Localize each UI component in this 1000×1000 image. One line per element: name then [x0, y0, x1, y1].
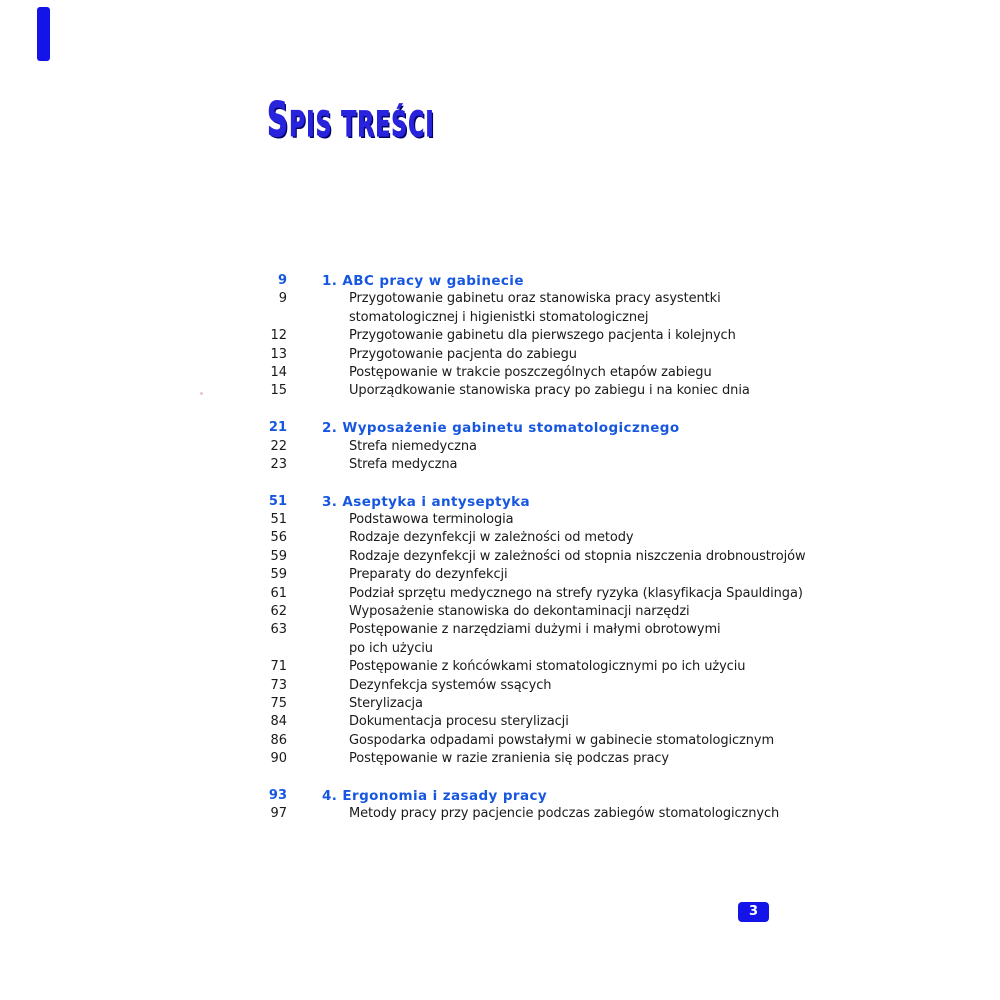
toc-entry-text: Postępowanie w razie zranienia się podczas pracy [349, 751, 669, 767]
toc-entry-row [260, 566, 806, 584]
toc-page-number: 71 [270, 659, 287, 675]
toc-entry-text: Podział sprzętu medycznego na strefy ryzyka (klasyfikacja Spauldinga) [349, 585, 803, 601]
toc-entry-text: Dezynfekcja systemów ssących [349, 677, 552, 693]
toc-entry-row [260, 456, 806, 474]
toc-entry-text: stomatologicznej i higienistki stomatologicznej [349, 309, 649, 325]
toc-entry-row [260, 732, 806, 750]
toc-chapter-title: 2. Wyposażenie gabinetu stomatologicznego [322, 420, 680, 437]
toc-entry-text: Rodzaje dezynfekcji w zależności od stopnia niszczenia drobnoustrojów [349, 548, 806, 564]
toc-section-gap [260, 474, 806, 492]
toc-page-number: 21 [268, 420, 287, 436]
toc-entry-text: Preparaty do dezynfekcji [349, 567, 508, 583]
toc-page-number: 51 [270, 512, 287, 528]
toc-page-number: 59 [270, 548, 287, 564]
toc-entry-row [260, 621, 806, 639]
toc-entry-row [260, 677, 806, 695]
toc-entry-row [260, 548, 806, 566]
toc-page-number: 97 [270, 806, 287, 822]
toc-entry-text: Rodzaje dezynfekcji w zależności od metody [349, 530, 634, 546]
toc-entry-text: Postępowanie z końcówkami stomatologicznymi po ich użyciu [349, 659, 746, 675]
toc-entry-text: Podstawowa terminologia [349, 512, 514, 528]
toc-page-number: 90 [270, 751, 287, 767]
toc-entry-text: Strefa niemedyczna [349, 438, 477, 454]
toc-entry-row [260, 309, 806, 327]
toc-page-number: 75 [270, 695, 287, 711]
toc-entry-row [260, 805, 806, 823]
toc-list [260, 272, 806, 824]
toc-entry-row [260, 640, 806, 658]
toc-entry-text: Dokumentacja procesu sterylizacji [349, 714, 569, 730]
toc-entry-row [260, 438, 806, 456]
toc-page-number: 63 [270, 622, 287, 638]
toc-entry-text: po ich użyciu [349, 640, 433, 656]
toc-entry-text: Gospodarka odpadami powstałymi w gabinecie stomatologicznym [349, 732, 775, 748]
toc-page-number: 9 [277, 273, 287, 288]
page-number-badge: 3 [738, 902, 769, 922]
toc-entry-row [260, 529, 806, 547]
toc-entry-text: Postępowanie w trakcie poszczególnych etapów zabiegu [349, 364, 712, 380]
toc-entry-text: Wyposażenie stanowiska do dekontaminacji narzędzi [349, 604, 690, 620]
toc-page-number: 23 [270, 456, 287, 472]
toc-page-number: 9 [278, 291, 287, 307]
toc-chapter-row [260, 419, 806, 437]
toc-page-number: 22 [270, 438, 287, 454]
toc-page-number: 73 [270, 677, 287, 693]
toc-page-number: 61 [270, 585, 287, 601]
toc-page-number: 14 [270, 364, 287, 380]
toc-page-number: 62 [270, 604, 287, 620]
toc-page-number: 59 [270, 567, 287, 583]
toc-page-number: 51 [268, 493, 287, 509]
toc-entry-row [260, 382, 806, 400]
toc-entry-row [260, 290, 806, 308]
toc-entry-text: Sterylizacja [349, 695, 423, 711]
page-title-rest: PIS TREŚCI [289, 105, 435, 145]
toc-entry-text: Przygotowanie pacjenta do zabiegu [349, 346, 577, 362]
toc-page-number: 15 [270, 383, 287, 399]
toc-page-number [260, 309, 287, 327]
toc-page-number: 12 [270, 328, 287, 344]
toc-entry-row [260, 713, 806, 731]
toc-chapter-row [260, 787, 806, 805]
toc-entry-text: Przygotowanie gabinetu oraz stanowiska pracy asystentki [349, 291, 721, 307]
toc-chapter-title: 4. Ergonomia i zasady pracy [322, 787, 548, 804]
toc-chapter-title: 3. Aseptyka i antyseptyka [322, 493, 531, 510]
toc-page-number: 93 [268, 787, 287, 803]
page-title-initial: S [267, 93, 290, 148]
toc-entry-text: Uporządkowanie stanowiska pracy po zabiegu i na koniec dnia [349, 383, 750, 399]
toc-entry-row [260, 364, 806, 382]
print-speck [200, 392, 203, 395]
toc-chapter-title: 1. ABC pracy w gabinecie [322, 273, 524, 289]
toc-entry-text: Przygotowanie gabinetu dla pierwszego pacjenta i kolejnych [349, 328, 736, 344]
toc-entry-text: Strefa medyczna [349, 456, 458, 472]
toc-entry-row [260, 603, 806, 621]
toc-chapter-row [260, 272, 806, 290]
toc-entry-text: Postępowanie z narzędziami dużymi i małymi obrotowymi [349, 622, 721, 638]
toc-entry-text: Metody pracy przy pacjencie podczas zabiegów stomatologicznych [349, 806, 780, 822]
toc-entry-row [260, 346, 806, 364]
toc-entry-row [260, 327, 806, 345]
toc-page-number: 13 [270, 346, 287, 362]
toc-section-gap [260, 769, 806, 787]
toc-entry-row [260, 585, 806, 603]
toc-page-number: 56 [270, 530, 287, 546]
toc-entry-row [260, 750, 806, 768]
toc-entry-row [260, 511, 806, 529]
toc-page-number [260, 640, 287, 658]
toc-page-number: 84 [270, 714, 287, 730]
toc-entry-row [260, 695, 806, 713]
page-corner-tab [37, 7, 50, 61]
page-title [267, 93, 435, 149]
toc-chapter-row [260, 493, 806, 511]
toc-section-gap [260, 401, 806, 419]
toc-page-number: 86 [270, 732, 287, 748]
toc-entry-row [260, 658, 806, 676]
